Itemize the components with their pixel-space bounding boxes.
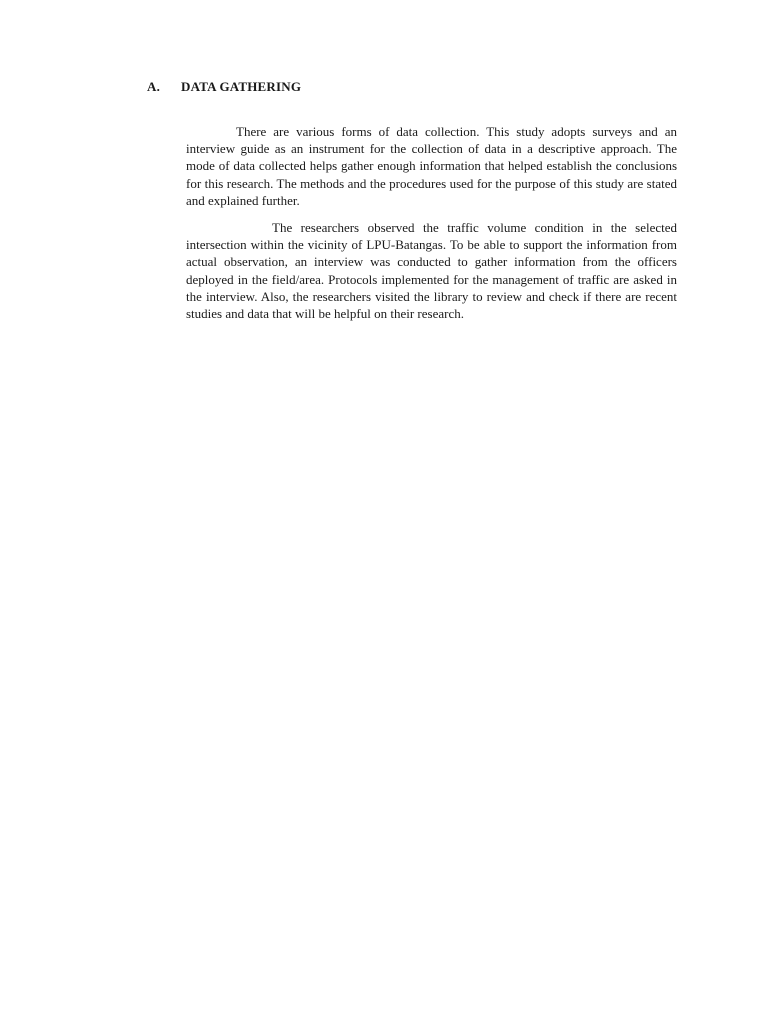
paragraph-researchers-observation: The researchers observed the traffic volume condition in the selected intersection within the vicinity of LPU-Batangas. To be able to support the information from actual observation, an interview was conducted to gather information from the officers deployed in the field/area. Protocols implemented for the management of traffic are asked in the interview. Also, the researchers visited the library to review and check if there are recent studies and data that will be helpful on their research. <box>186 220 677 322</box>
section-letter: A. <box>147 79 161 94</box>
section-title: DATA GATHERING <box>181 79 302 94</box>
paragraph-data-collection: There are various forms of data collection. This study adopts surveys and an interview guide as an instrument for the collection of data in a descriptive approach. The mode of data collected helps gather enough information that helped establish the conclusions for this research. The methods and the procedures used for the purpose of this study are stated and explained further. <box>186 124 677 208</box>
section-heading <box>147 79 301 95</box>
